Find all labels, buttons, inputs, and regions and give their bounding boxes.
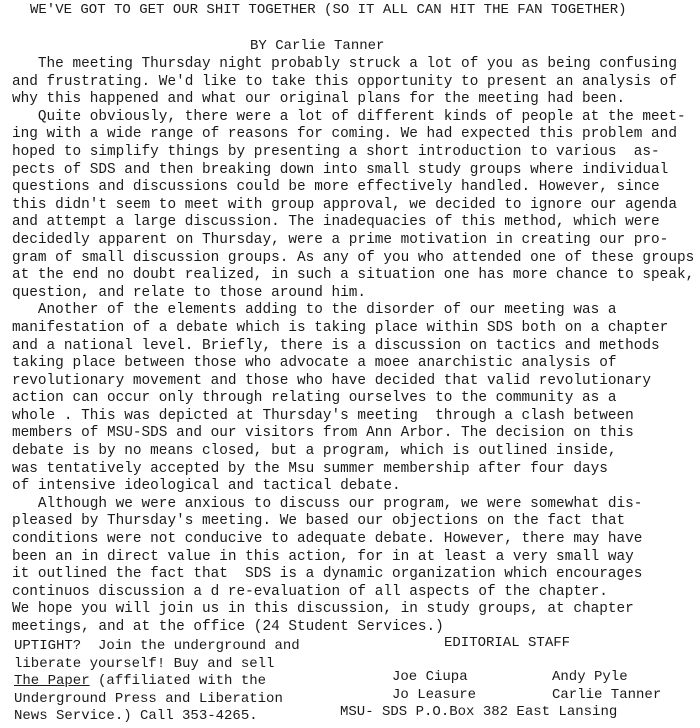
ad-line	[14, 673, 334, 691]
staff-column-right	[552, 668, 661, 704]
article-line: gram of small discussion groups. As any of you who attended one of these groups	[12, 249, 695, 266]
article-line: conditions were not conducive to adequate debate. However, there may have	[12, 531, 643, 548]
article-line: The meeting Thursday night probably struck a lot of you as being confusing	[12, 56, 677, 72]
article-line: hoped to simplify things by presenting a short introduction to various as-	[12, 143, 660, 160]
article-line: taking place between those who advocate a moee anarchistic analysis of	[12, 355, 617, 372]
paper-name: The Paper	[14, 673, 90, 689]
ad-line: News Service.) Call 353-4265.	[14, 708, 258, 724]
article-line: pleased by Thursday's meeting. We based our objections on the fact that	[12, 513, 626, 530]
staff-member: Jo Leasure	[392, 687, 477, 703]
article-line: this didn't seem to meet with group approval, we decided to ignore our agenda	[12, 196, 677, 213]
article-line: debate is by no means closed, but a program, which is outlined inside,	[12, 443, 617, 460]
article-line: and attempt a large discussion. The inadequacies of this method, which were	[12, 214, 660, 231]
article-line: action can occur only through relating ourselves to the community as a	[12, 390, 617, 407]
staff-column-left	[392, 668, 476, 704]
article-line: meetings, and at the office (24 Student Services.)	[12, 619, 444, 635]
ad-line: Underground Press and Liberation	[14, 690, 283, 707]
staff-member: Joe Ciupa	[392, 669, 468, 685]
chapter-address: MSU- SDS P.O.Box 382 East Lansing	[340, 704, 618, 720]
article-line: and frustrating. We'd like to take this opportunity to present an analysis of	[12, 73, 677, 90]
article-title: WE'VE GOT TO GET OUR SHIT TOGETHER (SO IT ALL CAN HIT THE FAN TOGETHER)	[30, 2, 627, 18]
article-line: been an in direct value in this action, for in at least a very small way	[12, 548, 634, 565]
editorial-staff-heading: EDITORIAL STAFF	[444, 635, 571, 651]
article-line: members of MSU-SDS and our visitors from Ann Arbor. The decision on this	[12, 425, 634, 442]
article-line: questions and discussions could be more effectively handled. However, since	[12, 179, 660, 196]
underground-ad	[14, 638, 334, 726]
article-line: and a national level. Briefly, there is a discussion on tactics and methods	[12, 337, 660, 354]
article-line: Another of the elements adding to the disorder of our meeting was a	[12, 302, 617, 319]
article-line: revolutionary movement and those who have decided that valid revolutionary	[12, 372, 652, 389]
article-line: it outlined the fact that SDS is a dynamic organization which encourages	[12, 566, 643, 583]
article-line: We hope you will join us in this discussion, in study groups, at chapter	[12, 601, 634, 618]
ad-line: liberate yourself! Buy and sell	[14, 655, 275, 672]
article-line: continuos discussion a d re-evaluation of all aspects of the chapter.	[12, 583, 608, 600]
article-line: whole . This was depicted at Thursday's meeting through a clash between	[12, 407, 634, 424]
staff-member: Carlie Tanner	[552, 687, 662, 703]
article-line: at the end no doubt realized, in such a situation one has more chance to speak,	[12, 267, 695, 284]
article-byline: BY Carlie Tanner	[250, 38, 385, 54]
staff-member: Andy Pyle	[552, 669, 628, 685]
ad-line: UPTIGHT? Join the underground and	[14, 638, 300, 654]
article-line: Quite obviously, there were a lot of different kinds of people at the meet-	[12, 108, 686, 125]
article-line: was tentatively accepted by the Msu summer membership after four days	[12, 460, 608, 477]
article-body	[12, 56, 700, 637]
article-line: manifestation of a debate which is taking place within SDS both on a chapter	[12, 319, 669, 336]
article-line: of intensive ideological and tactical debate.	[12, 478, 401, 495]
article-line: decidedly apparent on Thursday, were a prime motivation in creating our pro-	[12, 231, 669, 248]
article-line: question, and relate to those around him.	[12, 284, 367, 301]
article-line: why this happened and what our original plans for the meeting had been.	[12, 91, 626, 108]
ad-line-rest: (affiliated with the	[89, 673, 267, 689]
article-line: ing with a wide range of reasons for coming. We had expected this problem and	[12, 126, 677, 143]
article-line: pects of SDS and then breaking down into small study groups where individual	[12, 161, 669, 178]
article-line: Although we were anxious to discuss our program, we were somewhat dis-	[12, 495, 643, 512]
